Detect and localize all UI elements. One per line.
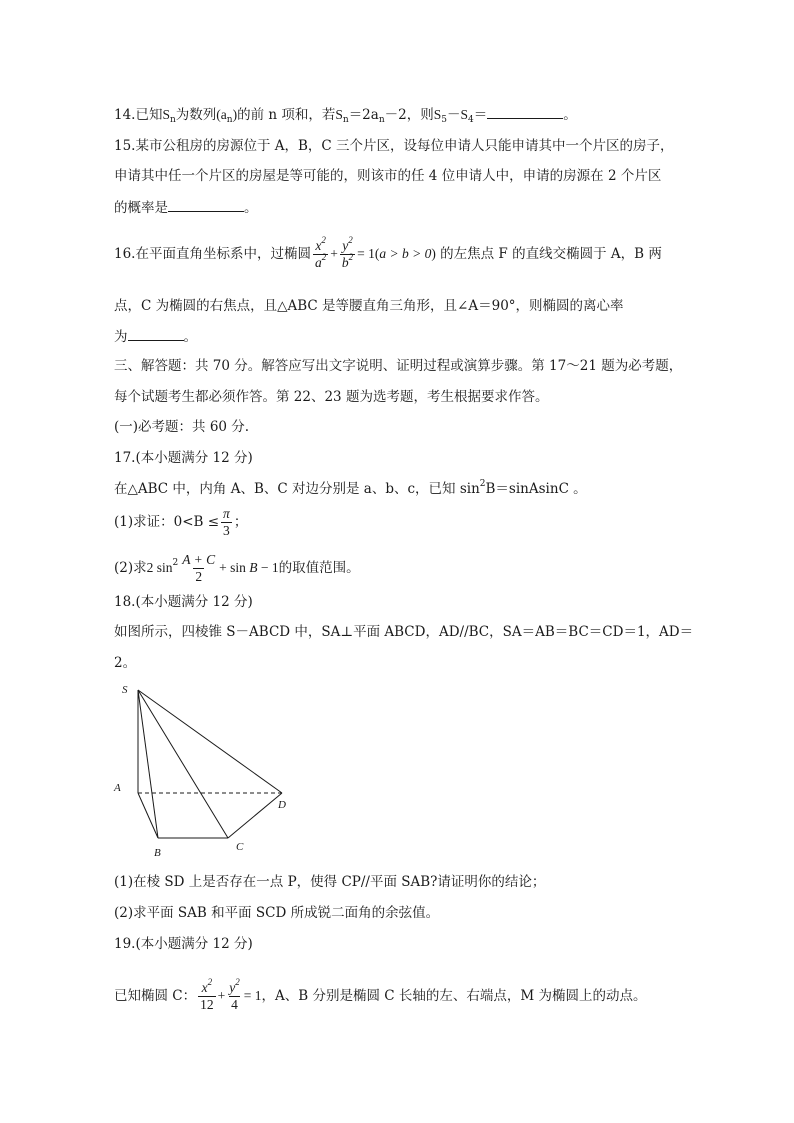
section3-line-1: 三、解答题：共 70 分。解答应写出文字说明、证明过程或演算步骤。第 17～21 题为必考题， [114,358,683,374]
q14-sym: a [220,107,227,122]
q16-sup: 2 [348,252,354,262]
q14-sym: S [162,107,170,122]
q14-sym: S [460,107,468,122]
q16-text: 为 [114,329,128,345]
edge-SD [138,690,282,793]
q16-sym: b [341,255,349,270]
q14-sub: 5 [441,115,447,125]
q17-sup: 2 [172,558,179,568]
q14-sub: n [226,115,233,125]
q17-sup: 2 [479,479,486,489]
q17-stem [114,479,587,499]
answer-blank[interactable] [487,104,563,119]
q16-fraction-y [340,235,355,271]
q18-stem-1: 如图所示，四棱锥 S－ABCD 中，SA⊥平面 ABCD，AD//BC，SA＝AB＝BC＝CD＝1，AD＝ [114,624,694,640]
q14-text: 14.已知 [114,107,163,123]
q17-sym: 2 [195,569,203,584]
edge-CD [228,793,282,838]
q19-sym: y [229,980,236,995]
q14-text: 的前 n 项和，若 [237,107,336,123]
answer-blank[interactable] [128,326,184,341]
q17-sym: 3 [223,523,230,538]
q15-line-3 [114,197,258,218]
q17-sym: A + C [182,552,216,567]
q14-sym: ( [216,107,221,122]
section3-line-2: 每个试题考生都必须作答。第 22、23 题为选考题，考生根据要求作答。 [114,389,549,405]
vertex-label-B: B [154,847,161,859]
vertex-label-C: C [236,841,244,853]
q19-sym: 4 [231,997,238,1012]
q16-sup: 2 [321,252,327,262]
q16-text: 的左焦点 F 的直线交椭圆于 A，B 两 [435,246,662,262]
answer-blank[interactable] [168,197,244,212]
q14-sym: S [433,107,442,122]
q18-header: 18.(本小题满分 12 分) [114,594,253,610]
vertex-label-D: D [278,799,286,811]
q17-sym: − 1 [257,560,279,575]
q17-part-2 [114,552,360,585]
q17-sym: B [249,560,258,575]
q19-sym: x [201,980,208,995]
q17-header: 17.(本小题满分 12 分) [114,450,253,466]
q15-text: 。 [244,200,258,216]
q15-text: 的概率是 [114,200,168,216]
q14-sym: ) [232,107,238,122]
q17-text: (1)求证：0<B ≤ [114,514,220,530]
q17-text: (2)求 [114,560,147,576]
q17-text: 在△ABC 中，内角 A、B、C 对边分别是 a、b、c，已知 sin [114,481,480,497]
q14-text: ＝2a [348,107,379,123]
q14-sub: n [342,115,349,125]
vertex-label-A: A [114,782,121,794]
q17-fraction-pi [221,506,232,539]
q17-sym: + sin [219,560,250,575]
q17-sym: 2 sin [146,560,173,575]
q19-text: ，A、B 分别是椭圆 C 长轴的左、右端点，M 为椭圆上的动点。 [261,988,647,1004]
q16-text: 16.在平面直角坐标系中，过椭圆 [114,246,311,262]
q19-text: 已知椭圆 C： [114,988,197,1004]
q14-line [114,104,577,125]
q14-text: 为数列 [175,107,217,123]
q19-stem: 已知椭圆 C： $\frac{x^2}{12}$ + $\frac{y^2}{4}$ = 1，A、B 分别是椭圆 C 长轴的左、右端点，M 为椭圆上的动点。 [114,977,647,1012]
q14-sym: S [335,107,343,122]
q16-fraction-x [313,235,328,271]
q16-sup: 2 [321,235,326,245]
q17-text: B＝sinAsinC 。 [485,481,587,497]
q16-sup: 2 [348,235,353,245]
q14-sub: n [170,115,176,125]
q16-sym: x [315,238,322,253]
q17-part-1 [114,506,247,539]
q16-line-2: 点，C 为椭圆的右焦点，且△ABC 是等腰直角三角形，且∠A＝90°，则椭圆的离心率 [114,298,624,314]
q17-fraction-half [180,552,217,585]
section3-required: (一)必考题：共 60 分. [114,419,250,435]
q18-stem-2: 2。 [114,655,137,671]
q16-sym: y [342,238,349,253]
q17-text: ； [233,514,248,530]
q19-header: 19.(本小题满分 12 分) [114,936,253,952]
q14-text: － [446,107,461,123]
q15-line-2: 申请其中任一个片区的房屋是等可能的，则该市的任 4 位申请人中，申请的房源在 2 个片区 [114,168,662,184]
q14-text: －2，则 [384,107,434,123]
q16-sym: ) [431,246,436,261]
q16-sym: = 1( [357,246,380,261]
vertex-label-S: S [122,684,128,696]
pyramid-figure [110,680,300,860]
q19-sup: 2 [207,977,213,987]
q19-sup: 2 [235,977,240,987]
q18-part-2: (2)求平面 SAB 和平面 SCD 所成锐二面角的余弦值。 [114,905,440,921]
q14-sub: 4 [467,115,474,125]
q18-part-1: (1)在棱 SD 上是否存在一点 P，使得 CP//平面 SAB?请证明你的结论； [114,874,546,890]
q17-sym: π [223,506,230,521]
q15-line-1: 15.某市公租房的房源位于 A，B，C 三个片区，设每位申请人只能申请其中一个片区的房子， [114,138,674,154]
q19-fraction-y [227,977,242,1013]
q19-sym: 12 [200,997,214,1012]
edge-SC [138,690,228,838]
q14-text: 。 [563,107,577,123]
q19-fraction-x [198,977,216,1013]
q14-sub: n [378,115,385,125]
q16-line-1: 16.在平面直角坐标系中，过椭圆 $\frac{x^2}{a^2}$ + $\frac{y^2}{b^2}$ = 1(a > b > 0) 的左焦点 F 的直线交椭圆于 A，B 两 [114,235,662,270]
q19-sym: = 1 [243,988,262,1003]
q14-text: ＝ [473,107,488,123]
q16-line-3 [114,326,197,347]
q16-text: 。 [183,329,197,345]
q16-sym: a > b > 0 [379,246,432,261]
q16-sym: a [314,255,322,270]
q17-text: 的取值范围。 [278,560,360,576]
